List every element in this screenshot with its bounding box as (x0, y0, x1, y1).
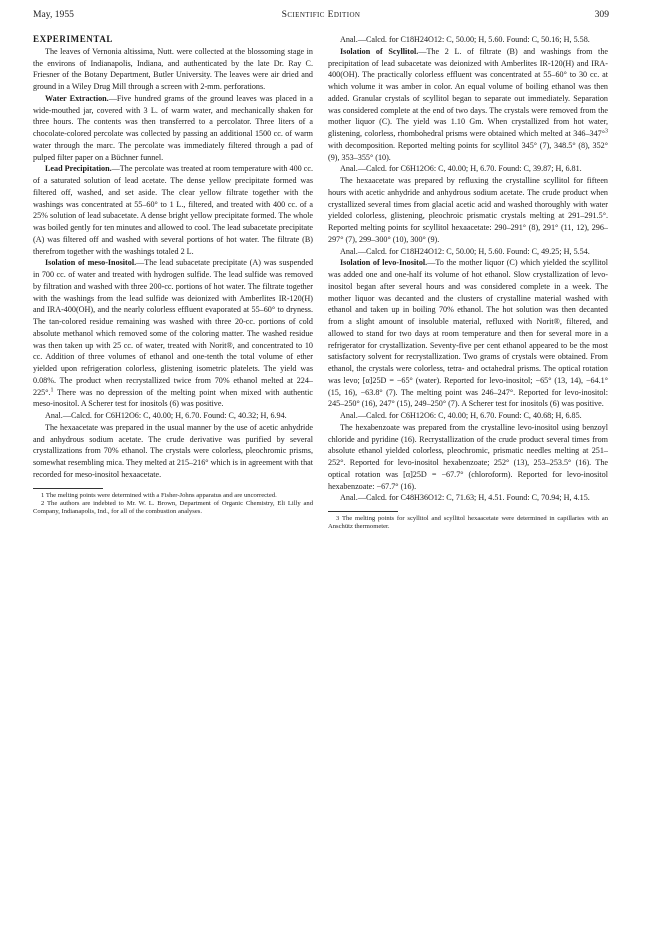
intro-paragraph: The leaves of Vernonia altissima, Nutt. were collected at the blossoming stage in the environs of Indianapolis, Indiana, and authenticated by the late Dr. Ray C. Friesner of the Botany Department, Butler University. The leaves were air dried and ground in a Wiley Drug Mill through a screen with 2-mm. perforations. (33, 46, 313, 91)
footnote-2: 2 The authors are indebted to Mr. W. L. Brown, Department of Organic Chemistry, Eli Lilly and Company, Indianapolis, Ind., for all of the combustion analyses. (33, 499, 313, 516)
water-extraction-heading: Water Extraction. (45, 93, 109, 103)
meso-inositol-text-cont: There was no depression of the melting point when mixed with authentic meso-inositol. A Scherer test for inositols (6) was positive. (33, 387, 313, 409)
water-extraction-text: —Five hundred grams of the ground leaves was placed in a wide-mouthed jar, covered with 3 L. of warm water, and mechanically shaken for three hours. The contents was then transferred to a percolator. Three liters of a chocolate-colored percolate was collected by passing an additional 1500 cc. of warm water through the marc. The percolate was immediately filtered through a pad of pulped filter paper on a Büchner funnel. (33, 93, 313, 162)
footnote-divider (33, 488, 103, 489)
lead-precipitation-text: —The percolate was treated at room temperature with 400 cc. of a saturated solution of lead acetate. The dense yellow precipitate formed was filtered off, washed, and set aside. The clear yellow filtrate together with the washings was concentrated at 55–60° to 1 L., filtered, and treated with 400 cc. of a 25% solution of lead subacetate. A dense bright yellow precipitate formed. The whole was boiled gently for ten minutes and allowed to cool. The lead subacetate precipitate (A) was filtered off and washed with several portions of hot water. The filtrate (B) therefrom together with the washings totaled 2 L. (33, 164, 314, 256)
scyllitol-text: —The 2 L. of filtrate (B) and washings from the precipitation of lead subacetate was deionized with Amberlites IR-120(H) and IRA-400(OH). The practically colorless effluent was concentrated at 55–60° to 30 cc. at which volume it was amber in color. An equal volume of boiling ethanol was then added. Granular crystals of scyllitol began to separate out immediately. Separation was considered complete at the end of two days. The crystals were removed from the mother liquor (C). The yield was 1.10 Gm. When crystallized from hot water, glistening, colorless, rhombohedral prisms were obtained which melted at 346–347° (328, 46, 608, 138)
right-column (328, 34, 608, 532)
footnote-3: 3 The melting points for scyllitol and scyllitol hexaacetate were determined in capillaries with an Anschütz thermometer. (328, 515, 608, 531)
scyllitol-heading: Isolation of Scyllitol. (340, 46, 419, 56)
water-extraction-paragraph (33, 93, 313, 164)
meso-inositol-text: —The lead subacetate precipitate (A) was suspended in 700 cc. of water and treated with hydrogen sulfide. The lead sulfide was removed by filtration and washed with three 200-cc. portions of hot water. The filtrate together with the washings from the lead sulfide was deionized with Amberlites IR-120(H) and IRA-400(OH), and the nearly colorless effluent evaporated at 55–60° to dryness. The tan-colored residue remaining was washed with three 20-cc. portions of cold absolute methanol which removed some of the coloring matter. The washed residue was then taken up with 25 cc. of water, treated with Norit®, and concentrated to 10 cc. Addition of three volumes of ethanol and one-tenth the total volume of ether yielded upon refrigeration colorless, glistening isometric platelets. The yield was 0.08%. The product when recrystallized twice from 70% ethanol melted at 224–225°. (33, 258, 314, 397)
footnote-ref-3: 3 (605, 128, 608, 135)
analysis-meso-hexaacetate: Anal.—Calcd. for C18H24O12: C, 50.00; H, 5.60. Found: C, 50.16; H, 5.58. (340, 35, 590, 44)
analysis-hexabenzoate: Anal.—Calcd. for C48H36O12: C, 71.63; H, 4.51. Found: C, 70.94; H, 4.15. (340, 493, 590, 503)
section-title: EXPERIMENTAL (33, 34, 114, 44)
analysis-scyllitol: Anal.—Calcd. for C6H12O6: C, 40.00; H, 6.70. Found: C, 39.87; H, 6.81. (340, 164, 582, 174)
levo-inositol-paragraph (328, 257, 608, 410)
meso-inositol-heading: Isolation of meso-Inositol. (45, 258, 137, 268)
page-header (33, 8, 609, 22)
footnote-divider-right (328, 511, 398, 512)
hexaacetate-paragraph: The hexaacetate was prepared in the usual manner by the use of acetic anhydride and anhydrous sodium acetate. The crude derivative was purified by several crystallizations from 70% ethanol. The crystals were colorless, pleochromic prisms, somewhat resembling mica. They melted at 215–216° which is in agreement with that recorded for meso-inositol hexaacetate. (33, 422, 313, 479)
meso-inositol-paragraph (33, 257, 313, 410)
levo-inositol-text: —To the mother liquor (C) which yielded the scyllitol was added one and one-half its volume of hot ethanol. Slow crystallization of levo-inositol began after several hours and was considered complete in a week. The mother liquor was decanted and the clusters of crystalline material washed with ethanol and taken up in boiling 70% ethanol. The hot solution was then decanted from a slight amount of insoluble material, refluxed with Norit®, filtered, and allowed to stand for two days at room temperature and then for several more in a refrigerator for crystallization. Seventy-five per cent ethanol appeared to be the most satisfactory solvent for recrystallization. Two grams of crystals were obtained. From ethanol, the crystals were colorless, tetra- and octahedral prisms. The optical rotation was levo; [α]25D = −65° (water). Reported for levo-inositol; −65° (13, 14), −64.1° (15, 16), −63.8° (7). The melting point was 246–247°. Reported for levo-inositol: 245–250° (16), 247° (15), 249–250° (7). A Scherer test for inositols (6) was positive. (328, 258, 608, 409)
header-journal-section: Scientific Edition (281, 9, 361, 20)
analysis-levo-inositol: Anal.—Calcd. for C6H12O6: C, 40.00; H, 6.70. Found: C, 40.68; H, 6.85. (340, 411, 582, 420)
left-column (33, 34, 313, 517)
footnote-ref-1: 1 (50, 386, 54, 393)
footnote-1: 1 The melting points were determined with a Fisher-Johns apparatus and are uncorrected. (41, 491, 277, 499)
header-date: May, 1955 (33, 9, 74, 20)
hexabenzoate-paragraph: The hexabenzoate was prepared from the crystalline levo-inositol using benzoyl chloride and pyridine (16). Recrystallization of the crude product several times from absolute ethanol yielded colorless, pleochromic, prismatic needles melting at 251–252°. Reported for levo-inositol hexabenzoate; 252° (13), 253–253.5° (16). The optical rotation was [α]25D = −67.7° (chloroform). Reported for levo-inositol hexabenzoate: −67.7° (16). (328, 422, 608, 491)
scyllitol-text-cont: with decomposition. Reported melting points for scyllitol 345° (7), 348.5° (8), 352° (9), 353–355° (10). (328, 140, 608, 162)
scyllitol-hexaacetate-paragraph: The hexaacetate was prepared by refluxing the crystalline scyllitol for fifteen hours with acetic anhydride and anhydrous sodium acetate. The crude product when crystallized several times from glacial acetic acid and washed thoroughly with water yielded colorless, glistening, pleochroic prismatic crystals melting at 291–291.5°. Reported melting points for scyllitol hexaacetate: 290–291° (8), 291° (11, 12), 296–297° (7), 299–300° (10), 300° (9). (328, 176, 608, 244)
levo-inositol-heading: Isolation of levo-Inositol. (340, 258, 428, 268)
lead-precipitation-heading: Lead Precipitation. (45, 164, 112, 174)
analysis-scyllitol-hexaacetate: Anal.—Calcd. for C18H24O12: C, 50.00; H, 5.60. Found: C, 49.25; H, 5.54. (340, 246, 590, 256)
analysis-meso-inositol: Anal.—Calcd. for C6H12O6: C, 40.00; H, 6.70. Found: C, 40.32; H, 6.94. (45, 411, 287, 420)
header-page-number: 309 (594, 9, 609, 20)
lead-precipitation-paragraph (33, 163, 313, 257)
scyllitol-paragraph (328, 46, 608, 164)
